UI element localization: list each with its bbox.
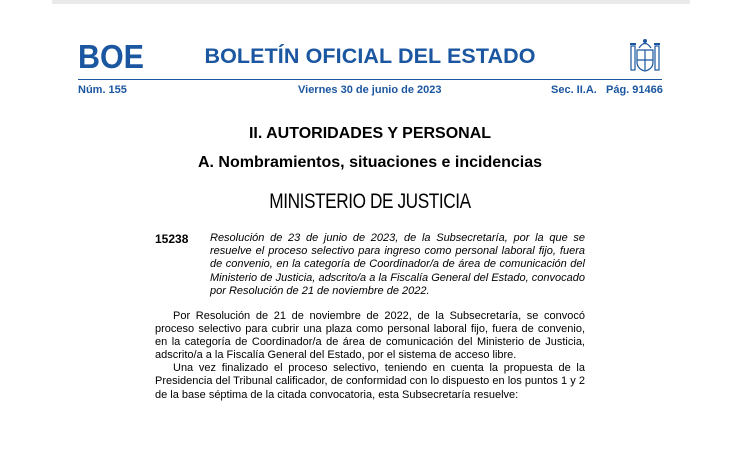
svg-text:BOE: BOE — [78, 43, 144, 69]
page-number: Pág. 91466 — [606, 84, 663, 96]
top-edge-bar — [52, 0, 690, 4]
body-text — [155, 310, 585, 402]
subsection-heading: A. Nombramientos, situaciones e incidencias — [197, 154, 543, 171]
issue-number: Núm. 155 — [78, 84, 127, 96]
issue-date: Viernes 30 de junio de 2023 — [298, 84, 442, 96]
ministry-heading: MINISTERIO DE JUSTICIA — [269, 190, 471, 213]
section-heading: II. AUTORIDADES Y PERSONAL — [248, 125, 492, 142]
section-code: Sec. II.A. — [551, 84, 597, 96]
body-paragraph: Por Resolución de 21 de noviembre de 2022, de la Subsecretaría, se convocó proceso selectivo para cubrir una plaza como personal laboral fijo, fuera de convenio, en la categoría de Coordinador/a de área de comunicación del Ministerio de Justicia, adscrito/a a la Fiscalía General del Estado, por el sistema de acceso libre. — [155, 310, 585, 362]
resolution-number: 15238 — [155, 232, 189, 246]
boe-logo — [78, 43, 144, 69]
coat-of-arms-icon — [628, 38, 662, 74]
body-paragraph: Una vez finalizado el proceso selectivo, teniendo en cuenta la propuesta de la Presidencia del Tribunal calificador, de conformidad con lo dispuesto en los puntos 1 y 2 de la base séptima de la citada convocatoria, esta Subsecretaría resuelve: — [155, 362, 585, 401]
header-rule — [78, 79, 662, 80]
resolution-summary: Resolución de 23 de junio de 2023, de la Subsecretaría, por la que se resuelve el proceso selectivo para ingreso como personal laboral fijo, fuera de convenio, en la categoría de Coordinador/a de área de comunicación del Ministerio de Justicia, adscrito/a a la Fiscalía General del Estado, convocado por Resolución de 21 de noviembre de 2022. — [210, 232, 585, 297]
masthead-title: BOLETÍN OFICIAL DEL ESTADO — [204, 44, 536, 68]
